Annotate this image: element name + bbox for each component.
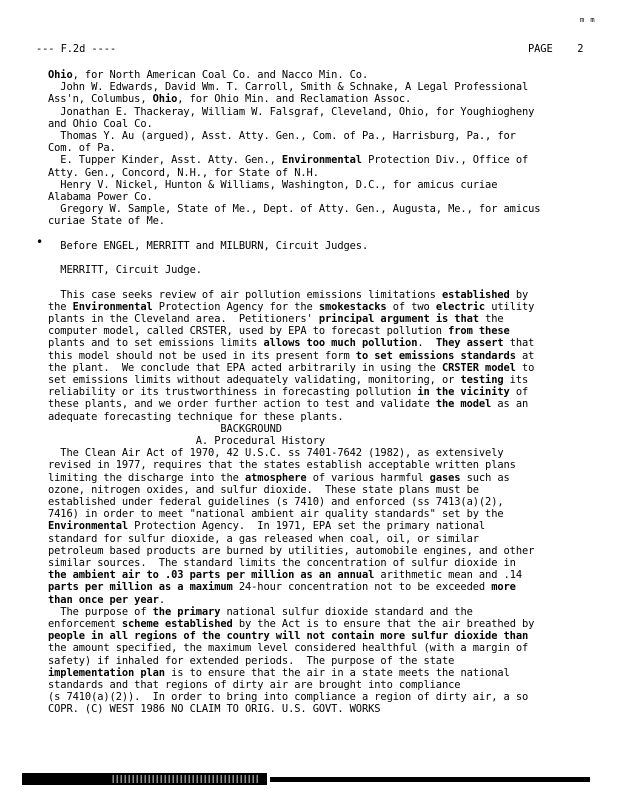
text-segment: these plants, and we order further action to test and validate — [48, 398, 436, 411]
text-segment: computer model, called CRSTER, used by EPA to forecast pollution — [48, 325, 449, 338]
text-line — [48, 203, 540, 216]
bold-term: electric — [435, 300, 486, 313]
text-line — [48, 191, 153, 204]
text-line — [48, 520, 485, 533]
text-line — [48, 179, 497, 192]
text-segment: of various harmful — [306, 471, 430, 484]
bold-term: scheme established — [121, 618, 233, 630]
text-line — [48, 81, 528, 94]
bold-term: from these — [448, 325, 510, 338]
bullet-dot: • — [36, 235, 44, 249]
text-segment: Com. of Pa. — [48, 142, 116, 155]
text-segment: , for Ohio Min. and Reclamation Assoc. — [177, 93, 412, 106]
text-line — [48, 679, 460, 692]
text-segment: this model should not be used in its present form — [48, 349, 356, 362]
text-segment: The purpose of — [48, 605, 153, 618]
text-segment: COPR. (C) WEST 1986 NO CLAIM TO ORIG. U.S. GOVT. WORKS — [48, 703, 381, 716]
text-segment: the plant. We conclude that EPA acted arbitrarily in using the — [48, 361, 442, 374]
bold-term: in the vicinity — [417, 386, 510, 399]
text-line — [48, 557, 516, 570]
text-segment: Atty. Gen., Concord, N.H., for State of N.H. — [48, 166, 319, 179]
text-line — [48, 508, 504, 521]
text-segment: enforcement — [48, 618, 122, 630]
text-segment: plants and to set emissions limits — [48, 337, 264, 350]
text-segment: E. Tupper Kinder, Asst. Atty. Gen., — [48, 154, 282, 167]
text-segment: MERRITT, Circuit Judge. — [48, 264, 202, 277]
bold-term: the model — [435, 398, 492, 411]
text-line — [48, 703, 380, 716]
text-line — [48, 154, 528, 167]
text-line — [48, 472, 510, 485]
text-line — [48, 545, 534, 558]
bold-term: They assert — [435, 337, 504, 350]
bold-term: established — [441, 288, 510, 301]
text-segment: established under federal guidelines (s 7410) and enforced (ss 7413(a)(2), — [48, 496, 504, 508]
text-line — [48, 667, 510, 680]
text-line — [48, 691, 528, 704]
scan-artifact-line — [270, 777, 590, 782]
text-segment: Gregory W. Sample, State of Me., Dept. of Atty. Gen., Augusta, Me., for amicus — [48, 203, 541, 216]
text-segment: Ohio — [398, 105, 424, 118]
text-segment: that — [503, 337, 535, 350]
text-segment: arithmetic mean and .14 — [374, 569, 523, 582]
text-line — [48, 264, 202, 277]
text-segment: as an — [491, 398, 529, 411]
text-line — [48, 362, 534, 375]
text-segment: safety) if inhaled for extended periods. The purpose of the state — [48, 654, 455, 667]
bold-term: the primary — [152, 605, 221, 618]
text-line — [48, 130, 516, 143]
text-segment: Protection Div., Office of — [361, 154, 529, 167]
text-segment: petroleum based products are burned by utilities, automobile engines, and other — [48, 544, 535, 557]
text-line — [48, 447, 504, 460]
text-line — [48, 411, 343, 424]
bold-term: people in all regions of the country will not contain more sulfur dioxide than — [48, 630, 529, 643]
text-segment: . — [158, 593, 165, 606]
text-line — [48, 496, 504, 509]
text-segment: The Clean Air Act of 1970, 42 U.S.C. ss 7401-7642 (1982), as extensively — [48, 447, 504, 460]
text-segment: This case seeks review of air pollution emissions limitations — [48, 288, 442, 301]
text-segment: Jonathan E. Thackeray, William W. Falsgraf, Cleveland, — [48, 105, 399, 118]
text-segment: its — [503, 374, 529, 386]
text-line — [48, 93, 411, 106]
text-segment: ozone, nitrogen oxides, and sulfur dioxide. These state plans must be — [48, 483, 479, 496]
text-segment: (s 7410(a)(2)). In order to bring into compliance a region of dirty air, a so — [48, 691, 529, 704]
text-segment: Protection Agency. In 1971, EPA set the primary national — [128, 520, 486, 533]
bold-term: implementation plan — [48, 666, 165, 679]
page-indicator — [528, 43, 583, 56]
bold-term: allows too much pollution — [263, 337, 418, 350]
text-segment: reliability or its trustworthiness in forecasting pollution — [48, 386, 418, 399]
bold-term: Ohio — [152, 93, 178, 106]
text-segment: the — [478, 313, 504, 325]
text-segment: Alabama Power Co. — [48, 191, 153, 203]
document-reference: --- F.2d ---- — [36, 43, 117, 55]
text-line — [48, 350, 534, 363]
text-segment: set emissions limits without adequately validating, monitoring, or — [48, 374, 461, 386]
text-line — [48, 630, 528, 643]
text-segment: Henry V. Nickel, Hunton & Williams, Washington, D.C., for amicus curiae — [48, 178, 498, 191]
text-line — [48, 374, 528, 387]
text-line — [48, 618, 534, 631]
bold-term: Environmental — [72, 300, 153, 313]
text-segment: standards and that regions of dirty air are brought into compliance — [48, 679, 461, 691]
bold-term: gases — [429, 471, 461, 484]
text-segment: and Ohio Coal Co. — [48, 117, 153, 130]
bold-term: atmosphere — [244, 471, 307, 484]
text-segment: the — [48, 300, 73, 313]
text-segment: . — [417, 337, 436, 350]
text-line — [48, 106, 534, 119]
text-line — [48, 337, 534, 350]
text-segment: national sulfur dioxide standard and the — [220, 605, 473, 618]
corner-mark: m m — [580, 16, 596, 24]
bold-term: parts per million as a maximum — [48, 581, 233, 594]
text-line — [48, 398, 528, 411]
text-segment: revised in 1977, requires that the states establish acceptable written plans — [48, 459, 516, 472]
text-segment: standard for sulfur dioxide, a gas released when coal, oil, or similar — [48, 532, 479, 545]
text-line — [48, 655, 454, 668]
page-label: PAGE — [528, 43, 553, 55]
bold-term: Environmental — [48, 520, 129, 533]
text-segment: curiae State of Me. — [48, 215, 165, 228]
scan-artifact-noise — [110, 775, 260, 783]
text-segment: such as — [460, 471, 510, 484]
text-segment: A. Procedural History — [48, 435, 326, 447]
text-line — [48, 594, 165, 607]
text-segment: by the Act is to ensure that the air breathed by — [232, 618, 535, 630]
bold-term: than once per year — [48, 593, 159, 606]
text-segment: Before ENGEL, MERRITT and MILBURN, Circuit Judges. — [48, 239, 369, 252]
text-segment: by — [509, 288, 529, 301]
bold-term: more — [491, 581, 516, 594]
bold-term: the ambient air to .03 parts per million as an annual — [48, 569, 375, 582]
text-segment: utility — [485, 300, 535, 313]
text-segment: at — [515, 349, 535, 362]
bold-term: to set emissions standards — [355, 349, 516, 362]
text-segment: of — [509, 386, 529, 399]
text-line — [48, 569, 522, 582]
text-segment: to — [515, 361, 535, 374]
text-line — [48, 215, 165, 228]
text-segment: 24-hour concentration not to be exceeded — [232, 581, 492, 594]
text-line — [48, 642, 528, 655]
text-line — [48, 289, 528, 302]
text-segment: , for North American Coal Co. and Nacco Min. Co. — [72, 69, 369, 81]
text-segment: BACKGROUND — [48, 422, 282, 435]
bold-term: testing — [460, 374, 504, 386]
bold-term: principal argument is that — [318, 313, 479, 325]
text-segment: limiting the discharge into the — [48, 471, 245, 484]
text-segment: Thomas Y. Au (argued), Asst. Atty. Gen., Com. of Pa., Harrisburg, Pa., for — [48, 130, 516, 142]
text-segment: , for Youghiogheny — [423, 105, 535, 118]
text-line — [48, 533, 479, 546]
text-line — [48, 240, 368, 253]
text-segment: plants in the Cleveland area. Petitioners' — [48, 313, 319, 325]
bold-term: Ohio — [48, 69, 73, 81]
text-segment: John W. Edwards, David Wm. T. Carroll, Smith & Schnake, A Legal Professional — [48, 81, 529, 94]
text-segment: of two — [386, 300, 436, 313]
text-line — [48, 301, 534, 314]
text-line — [48, 69, 368, 82]
text-line — [48, 167, 319, 180]
text-segment: Ass'n, Columbus, — [48, 93, 153, 106]
bold-term: CRSTER model — [441, 361, 516, 374]
text-segment: similar sources. The standard limits the concentration of sulfur dioxide in — [48, 557, 516, 569]
text-line — [48, 581, 516, 594]
bold-term: Environmental — [281, 154, 362, 167]
text-segment: the amount specified, the maximum level considered healthful (with a margin of — [48, 642, 529, 655]
text-line — [48, 386, 528, 399]
text-line — [48, 313, 504, 326]
page-number: 2 — [577, 43, 584, 55]
text-line — [48, 459, 516, 472]
text-line — [48, 435, 325, 448]
text-segment: adequate forecasting technique for these plants. — [48, 410, 344, 423]
bold-term: smokestacks — [318, 300, 387, 313]
text-segment: 7416) in order to meet "national ambient air quality standards" set by the — [48, 508, 504, 521]
text-line — [48, 325, 510, 338]
text-segment: Protection Agency for the — [152, 300, 319, 313]
text-line — [48, 606, 473, 619]
text-line — [48, 118, 153, 131]
text-line — [48, 484, 479, 497]
text-line — [48, 423, 282, 436]
text-segment: is to ensure that the air in a state meets the national — [164, 666, 510, 679]
text-line — [48, 142, 116, 155]
